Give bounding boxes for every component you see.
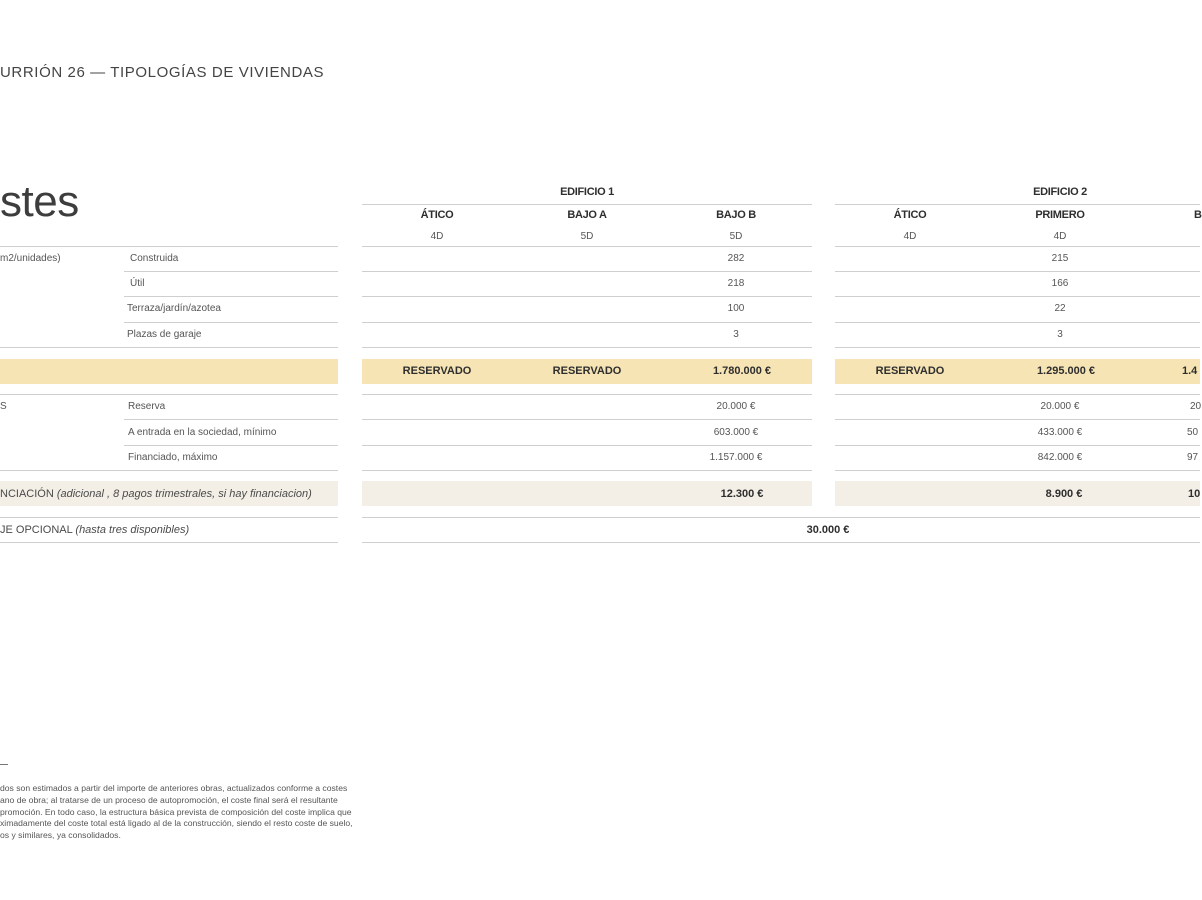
building-2-rule xyxy=(835,204,1200,205)
pagos-group-label: S xyxy=(0,401,7,412)
price-value: 1.295.000 € xyxy=(1036,365,1096,377)
row-label-construida: Construida xyxy=(130,253,179,264)
financing-value: 8.900 € xyxy=(1045,488,1083,500)
table-rule xyxy=(124,445,338,446)
price-status: RESERVADO xyxy=(875,365,945,377)
table-rule xyxy=(362,322,812,323)
table-rule xyxy=(835,419,1200,420)
row-label-util: Útil xyxy=(130,278,145,289)
table-rule xyxy=(835,394,1200,395)
cell-value: 20.000 € xyxy=(716,401,756,412)
cell-value: 22 xyxy=(1054,303,1066,314)
table-rule xyxy=(835,246,1200,247)
cell-value: 433.000 € xyxy=(1037,427,1083,438)
garage-label xyxy=(0,524,189,536)
table-rule xyxy=(124,322,338,323)
table-rule xyxy=(362,419,812,420)
table-rule xyxy=(0,347,338,348)
financing-value: 10 xyxy=(1188,488,1201,500)
table-rule xyxy=(124,296,338,297)
table-rule xyxy=(362,347,812,348)
garage-price: 30.000 € xyxy=(806,524,850,536)
footnote-line: ximadamente del coste total está ligado al de la construcción, siendo el resto coste de suelo, xyxy=(0,818,353,829)
unit-header: B xyxy=(1194,209,1202,221)
table-rule xyxy=(0,470,338,471)
cell-value: 50 xyxy=(1187,427,1199,438)
page-title: stes xyxy=(0,177,79,226)
table-rule xyxy=(0,246,338,247)
footnote-line: ano de obra; al tratarse de un proceso de autopromoción, el coste final será el resultante xyxy=(0,794,338,805)
table-rule xyxy=(835,445,1200,446)
superficie-group-label: m2/unidades) xyxy=(0,253,61,264)
row-label-entrada: A entrada en la sociedad, mínimo xyxy=(128,427,277,438)
cell-value: 3 xyxy=(1057,329,1063,340)
unit-header: BAJO A xyxy=(567,209,607,221)
table-rule xyxy=(835,347,1200,348)
table-rule xyxy=(835,271,1200,272)
unit-type: 5D xyxy=(729,231,743,242)
unit-type: 4D xyxy=(1053,231,1067,242)
price-status: RESERVADO xyxy=(402,365,472,377)
cell-value: 20.000 € xyxy=(1040,401,1080,412)
unit-header: ÁTICO xyxy=(893,209,927,221)
table-rule xyxy=(0,394,338,395)
unit-header: ÁTICO xyxy=(420,209,454,221)
table-rule xyxy=(362,296,812,297)
financing-label xyxy=(0,488,312,500)
table-rule xyxy=(362,394,812,395)
building-1-rule xyxy=(362,204,812,205)
cell-value: 215 xyxy=(1051,253,1069,264)
unit-header: BAJO B xyxy=(716,209,756,221)
row-label-terraza: Terraza/jardín/azotea xyxy=(127,303,221,314)
financing-value: 12.300 € xyxy=(720,488,764,500)
footnote-line: dos son estimados a partir del importe de anteriores obras, actualizados conforme a costes xyxy=(0,783,348,793)
table-rule xyxy=(0,542,338,543)
financing-label-note: (adicional , 8 pagos trimestrales, si hay financiacion) xyxy=(56,488,312,500)
cell-value: 282 xyxy=(727,253,745,264)
unit-type: 5D xyxy=(580,231,594,242)
table-rule xyxy=(124,419,338,420)
building-2-header: EDIFICIO 2 xyxy=(1033,186,1087,198)
table-rule xyxy=(362,517,1200,518)
unit-type: 4D xyxy=(903,231,917,242)
price-band-label xyxy=(0,359,338,384)
cell-value: 842.000 € xyxy=(1037,452,1083,463)
garage-label-note: (hasta tres disponibles) xyxy=(75,524,190,536)
cell-value: 97 xyxy=(1187,452,1199,463)
cell-value: 166 xyxy=(1051,278,1069,289)
cell-value: 100 xyxy=(727,303,745,314)
cell-value: 1.157.000 € xyxy=(709,452,763,463)
row-label-plazas: Plazas de garaje xyxy=(127,329,202,340)
table-rule xyxy=(835,470,1200,471)
table-rule xyxy=(362,470,812,471)
footnote xyxy=(0,783,353,842)
table-rule xyxy=(835,322,1200,323)
price-value: 1.780.000 € xyxy=(712,365,772,377)
table-rule xyxy=(362,445,812,446)
price-value: 1.4 xyxy=(1182,365,1198,377)
table-rule xyxy=(362,542,1200,543)
footnote-line: promoción. En todo caso, la estructura básica prevista de composición del coste implica que xyxy=(0,806,352,817)
document-header: URRIÓN 26 — TIPOLOGÍAS DE VIVIENDAS xyxy=(0,64,325,81)
financing-label-main: NCIACIÓN xyxy=(0,488,54,500)
cell-value: 218 xyxy=(727,278,745,289)
table-rule xyxy=(362,271,812,272)
garage-label-main: JE OPCIONAL xyxy=(0,524,73,536)
table-rule xyxy=(362,246,812,247)
row-label-reserva: Reserva xyxy=(128,401,166,412)
cell-value: 3 xyxy=(733,329,739,340)
table-rule xyxy=(0,517,338,518)
cell-value: 20 xyxy=(1190,401,1202,412)
unit-header: PRIMERO xyxy=(1035,209,1085,221)
cell-value: 603.000 € xyxy=(713,427,759,438)
table-rule xyxy=(124,271,338,272)
footnote-line: os y similares, ya consolidados. xyxy=(0,830,121,841)
building-1-header: EDIFICIO 1 xyxy=(560,186,614,198)
unit-type: 4D xyxy=(430,231,444,242)
price-status: RESERVADO xyxy=(552,365,622,377)
table-rule xyxy=(835,296,1200,297)
footnote-dash xyxy=(0,764,8,765)
financing-band-building-2 xyxy=(835,481,1200,506)
row-label-financiado: Financiado, máximo xyxy=(128,452,218,463)
